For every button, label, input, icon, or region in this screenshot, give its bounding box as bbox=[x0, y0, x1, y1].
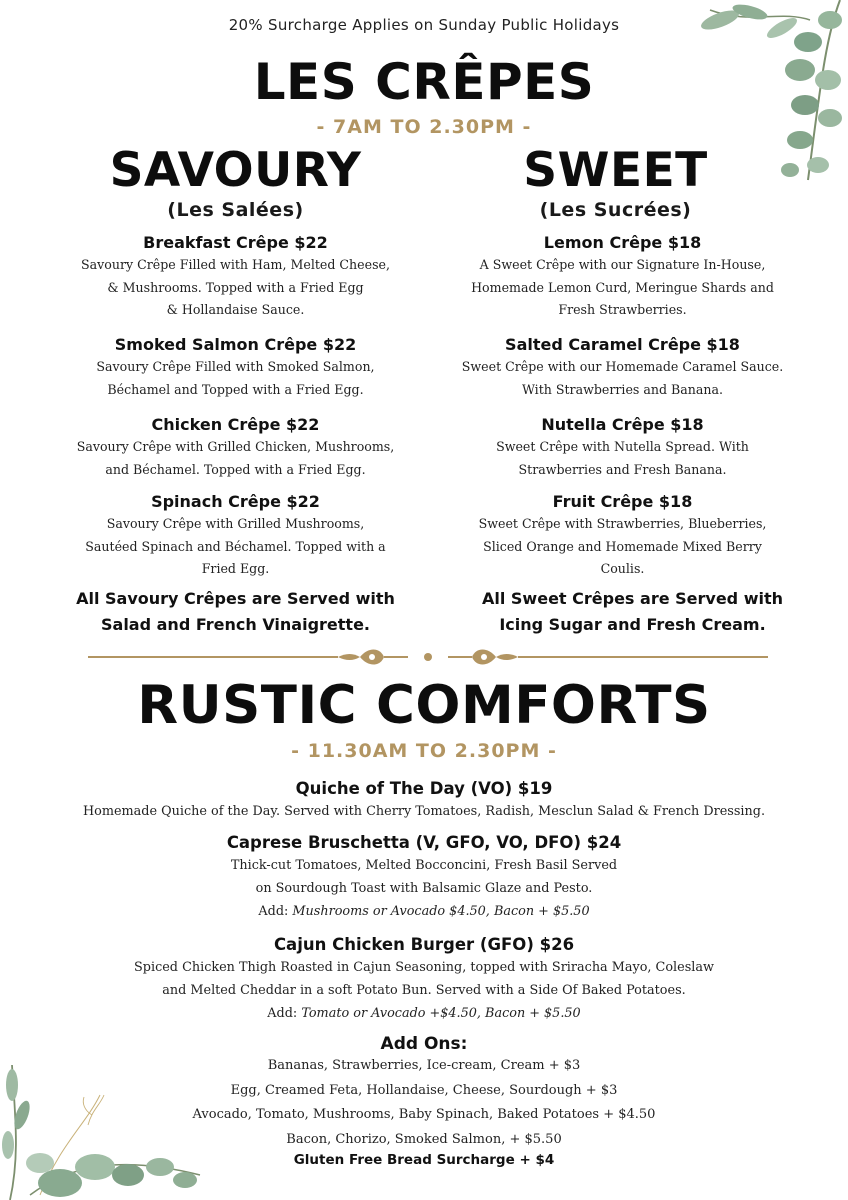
rustic-item bbox=[0, 778, 848, 823]
surcharge-notice: 20% Surcharge Applies on Sunday Public Holidays bbox=[228, 16, 620, 34]
menu-item-addon: Add: Tomato or Avocado +$4.50, Bacon + $5.50 bbox=[267, 1006, 581, 1021]
menu-item-name: Nutella Crêpe $18 bbox=[541, 415, 704, 434]
menu-item-desc: Homemade Lemon Curd, Meringue Shards and bbox=[471, 279, 774, 295]
menu-item-name: Fruit Crêpe $18 bbox=[552, 492, 693, 511]
menu-item-addon: Add: Mushrooms or Avocado $4.50, Bacon + $5.50 bbox=[258, 904, 590, 919]
menu-item-name: Breakfast Crêpe $22 bbox=[143, 233, 328, 252]
rustic-title: RUSTIC COMFORTS bbox=[137, 675, 711, 736]
menu-item-desc: Savoury Crêpe with Grilled Chicken, Mushrooms, bbox=[76, 439, 395, 454]
sweet-item bbox=[415, 232, 830, 322]
menu-item-desc: & Hollandaise Sauce. bbox=[166, 302, 305, 317]
menu-item-desc: Sweet Crêpe with Strawberries, Blueberries, bbox=[478, 516, 767, 531]
menu-item-desc: Sweet Crêpe with Nutella Spread. With bbox=[496, 439, 749, 454]
menu-item-name: Lemon Crêpe $18 bbox=[543, 233, 702, 252]
menu-item-desc: Sautéed Spinach and Béchamel. Topped with a bbox=[85, 538, 386, 554]
menu-item-desc: and Melted Cheddar in a soft Potato Bun. Served with a Side Of Baked Potatoes. bbox=[162, 983, 686, 998]
menu-item-desc: Béchamel and Topped with a Fried Egg. bbox=[107, 381, 364, 397]
menu-item-desc: Fried Egg. bbox=[201, 561, 270, 576]
savoury-heading: SAVOURY bbox=[109, 143, 362, 198]
menu-item-desc: Sliced Orange and Homemade Mixed Berry bbox=[483, 538, 762, 554]
sweet-item bbox=[415, 491, 830, 581]
sweet-item bbox=[415, 334, 830, 401]
sweet-note: All Sweet Crêpes are Served with Icing Sugar and Fresh Cream. bbox=[481, 589, 783, 634]
menu-item-desc: Homemade Quiche of the Day. Served with Cherry Tomatoes, Radish, Mesclun Salad & French Dressing. bbox=[82, 804, 766, 819]
rustic-item bbox=[0, 934, 848, 1025]
gluten-free-surcharge: Gluten Free Bread Surcharge + $4 bbox=[293, 1152, 555, 1168]
menu-item-name: Smoked Salmon Crêpe $22 bbox=[114, 335, 357, 354]
menu-item-name: Caprese Bruschetta (V, GFO, VO, DFO) $24 bbox=[226, 833, 622, 852]
savoury-column bbox=[28, 143, 443, 221]
add-on-line: Egg, Creamed Feta, Hollandaise, Cheese, Sourdough + $3 bbox=[230, 1082, 618, 1098]
add-ons-section bbox=[0, 1034, 848, 1168]
savoury-note: All Savoury Crêpes are Served with Salad and French Vinaigrette. bbox=[76, 589, 395, 634]
menu-item-desc: With Strawberries and Banana. bbox=[521, 381, 724, 397]
menu-item-desc: Sweet Crêpe with our Homemade Caramel Sauce. bbox=[461, 359, 784, 374]
sweet-item bbox=[415, 414, 830, 481]
savoury-item bbox=[28, 334, 443, 401]
savoury-item bbox=[28, 232, 443, 322]
menu-item-desc: & Mushrooms. Topped with a Fried Egg bbox=[107, 279, 364, 295]
menu-item-desc: Fresh Strawberries. bbox=[558, 302, 687, 317]
rustic-hours: - 11.30AM TO 2.30PM - bbox=[291, 740, 557, 762]
savoury-item bbox=[28, 491, 443, 581]
sweet-column bbox=[408, 143, 823, 221]
menu-item-name: Quiche of The Day (VO) $19 bbox=[295, 779, 553, 798]
add-on-line: Bacon, Chorizo, Smoked Salmon, + $5.50 bbox=[286, 1131, 562, 1147]
crepes-title: LES CRÊPES bbox=[253, 53, 595, 111]
crepes-hours: - 7AM TO 2.30PM - bbox=[316, 116, 532, 138]
menu-item-desc: Spiced Chicken Thigh Roasted in Cajun Seasoning, topped with Sriracha Mayo, Coleslaw bbox=[134, 960, 714, 975]
sweet-subheading: (Les Sucrées) bbox=[539, 199, 692, 221]
ornamental-divider bbox=[88, 645, 768, 669]
menu-item-name: Salted Caramel Crêpe $18 bbox=[505, 335, 740, 354]
menu-item-name: Cajun Chicken Burger (GFO) $26 bbox=[273, 935, 575, 954]
menu-item-desc: Savoury Crêpe Filled with Smoked Salmon, bbox=[96, 359, 375, 374]
savoury-subheading: (Les Salées) bbox=[167, 199, 304, 221]
menu-item-desc: Coulis. bbox=[600, 561, 645, 576]
rustic-item bbox=[0, 832, 848, 923]
menu-item-name: Chicken Crêpe $22 bbox=[151, 415, 320, 434]
menu-item-desc: and Béchamel. Topped with a Fried Egg. bbox=[105, 461, 366, 477]
add-on-line: Bananas, Strawberries, Ice-cream, Cream + $3 bbox=[267, 1058, 581, 1073]
menu-item-desc: Savoury Crêpe with Grilled Mushrooms, bbox=[106, 516, 365, 531]
menu-item-desc: A Sweet Crêpe with our Signature In-House, bbox=[479, 257, 766, 272]
menu-item-desc: on Sourdough Toast with Balsamic Glaze and Pesto. bbox=[255, 881, 593, 896]
menu-item-desc: Savoury Crêpe Filled with Ham, Melted Cheese, bbox=[81, 257, 390, 272]
menu-item-desc: Strawberries and Fresh Banana. bbox=[518, 461, 727, 477]
sweet-heading: SWEET bbox=[523, 143, 708, 198]
menu-item-desc: Thick-cut Tomatoes, Melted Bocconcini, Fresh Basil Served bbox=[230, 858, 618, 873]
add-ons-title: Add Ons: bbox=[380, 1034, 468, 1054]
add-on-line: Avocado, Tomato, Mushrooms, Baby Spinach, Baked Potatoes + $4.50 bbox=[192, 1107, 656, 1122]
menu-item-name: Spinach Crêpe $22 bbox=[151, 492, 320, 511]
savoury-item bbox=[28, 414, 443, 481]
